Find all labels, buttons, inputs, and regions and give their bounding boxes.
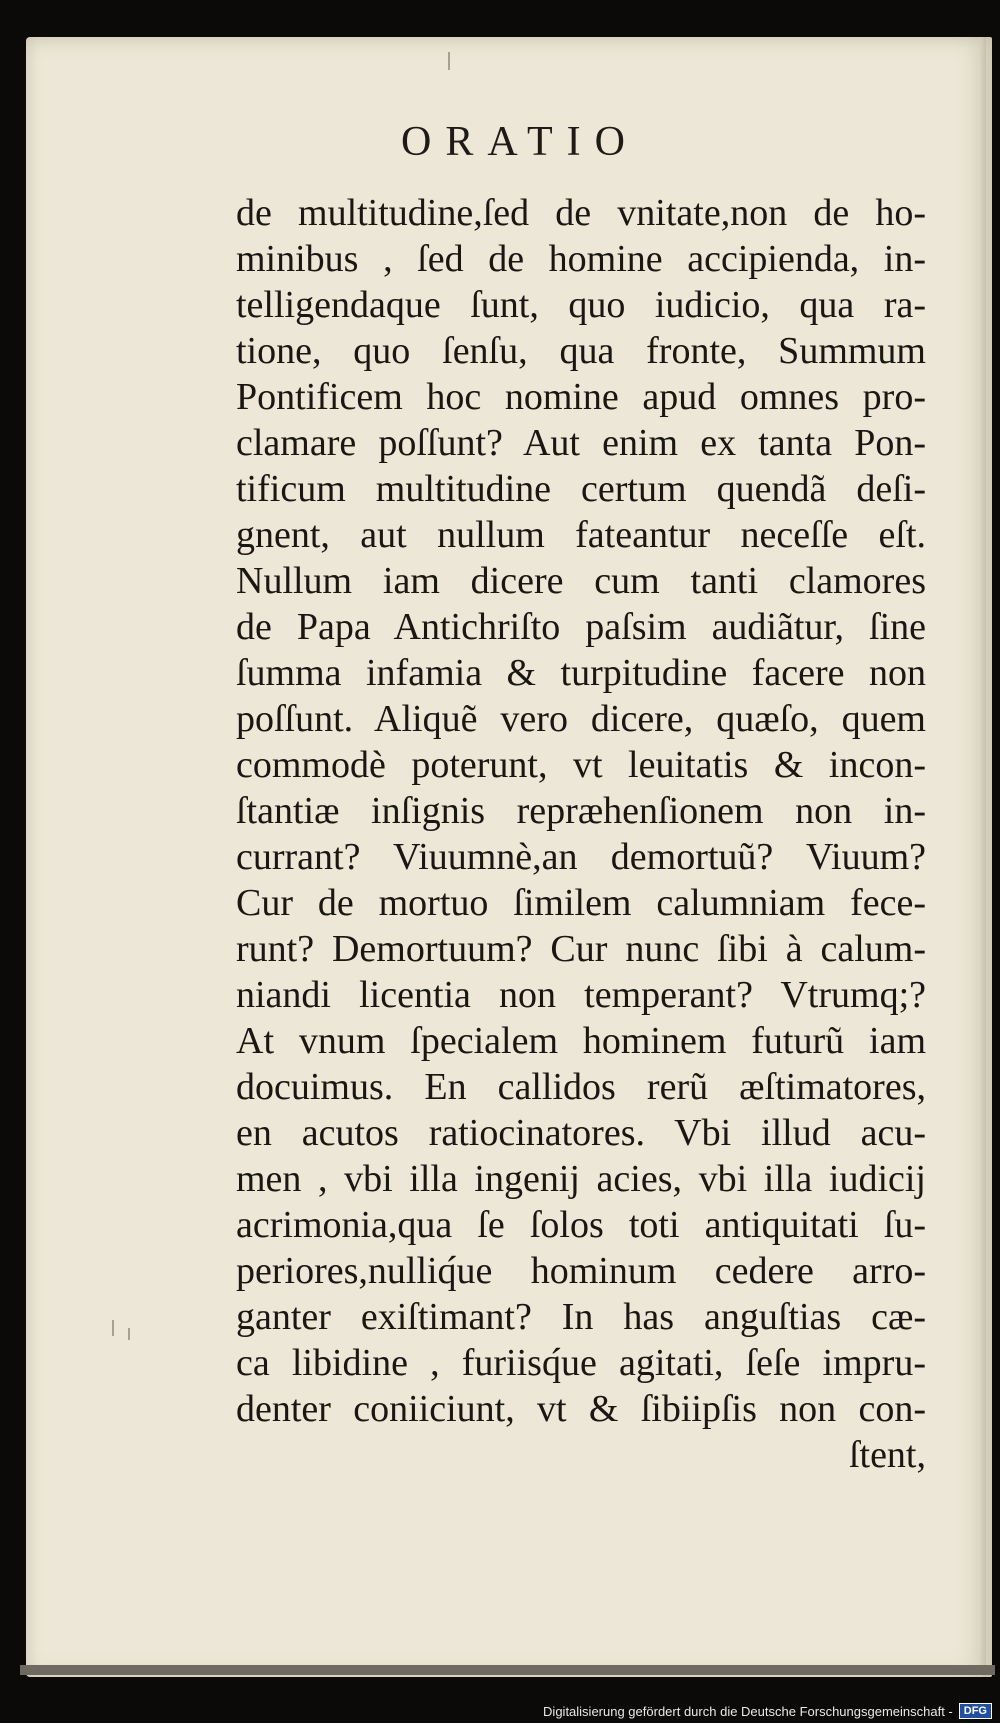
text-line: en acutos ratiocinatores. Vbi illud acu-: [236, 1112, 926, 1154]
text-line: ganter exiſtimant? In has anguſtias cæ-: [236, 1296, 926, 1338]
text-line: periores,nulliq́ue hominum cedere arro-: [236, 1250, 926, 1292]
text-line: acrimonia,qua ſe ſolos toti antiquitati ſu-: [236, 1204, 926, 1246]
body-text: [236, 190, 926, 1478]
text-line: ſumma infamia & turpitudine facere non: [236, 652, 926, 694]
text-line: runt? Demortuum? Cur nunc ſibi à calum-: [236, 928, 926, 970]
text-line: At vnum ſpecialem hominem futurũ iam: [236, 1020, 926, 1062]
text-line: telligendaque ſunt, quo iudicio, qua ra-: [236, 284, 926, 326]
paper-mark: [448, 52, 450, 70]
funding-footer: [543, 1703, 992, 1719]
text-line: minibus , ſed de homine accipienda, in-: [236, 238, 926, 280]
text-line: ca libidine , furiisq́ue agitati, ſeſe impru-: [236, 1342, 926, 1384]
text-line: de Papa Antichriſto paſsim audiãtur, ſine: [236, 606, 926, 648]
catchword: ſtent,: [848, 1434, 926, 1476]
text-line: commodè poterunt, vt leuitatis & incon-: [236, 744, 926, 786]
text-line: docuimus. En callidos rerũ æſtimatores,: [236, 1066, 926, 1108]
dfg-logo: DFG: [959, 1703, 992, 1719]
paper-mark: [128, 1328, 130, 1340]
text-line: Pontificem hoc nomine apud omnes pro-: [236, 376, 926, 418]
text-line: currant? Viuumnè,an demortuũ? Viuum?: [236, 836, 926, 878]
text-line: de multitudine,ſed de vnitate,non de ho-: [236, 192, 926, 234]
text-line: poſſunt. Aliquẽ vero dicere, quæſo, quem: [236, 698, 926, 740]
text-line: men , vbi illa ingenij acies, vbi illa iudicij: [236, 1158, 926, 1200]
text-line: niandi licentia non temperant? Vtrumq;?: [236, 974, 926, 1016]
text-line: gnent, aut nullum fateantur neceſſe eſt.: [236, 514, 926, 556]
page-edge-shadow: [980, 37, 986, 1677]
text-line: Cur de mortuo ſimilem calumniam fece-: [236, 882, 926, 924]
footer-text: Digitalisierung gefördert durch die Deutsche Forschungsgemeinschaft -: [543, 1703, 953, 1719]
lower-page-edge: [20, 1665, 995, 1675]
text-line: ſtantiæ inſignis repræhenſionem non in-: [236, 790, 926, 832]
text-line: tificum multitudine certum quendã deſi-: [236, 468, 926, 510]
text-line: Nullum iam dicere cum tanti clamores: [236, 560, 926, 602]
text-line: tione, quo ſenſu, qua fronte, Summum: [236, 330, 926, 372]
text-line: clamare poſſunt? Aut enim ex tanta Pon-: [236, 422, 926, 464]
running-head: ORATIO: [401, 119, 639, 165]
text-line: denter coniiciunt, vt & ſibiipſis non con-: [236, 1388, 926, 1430]
paper-mark: [112, 1320, 114, 1336]
